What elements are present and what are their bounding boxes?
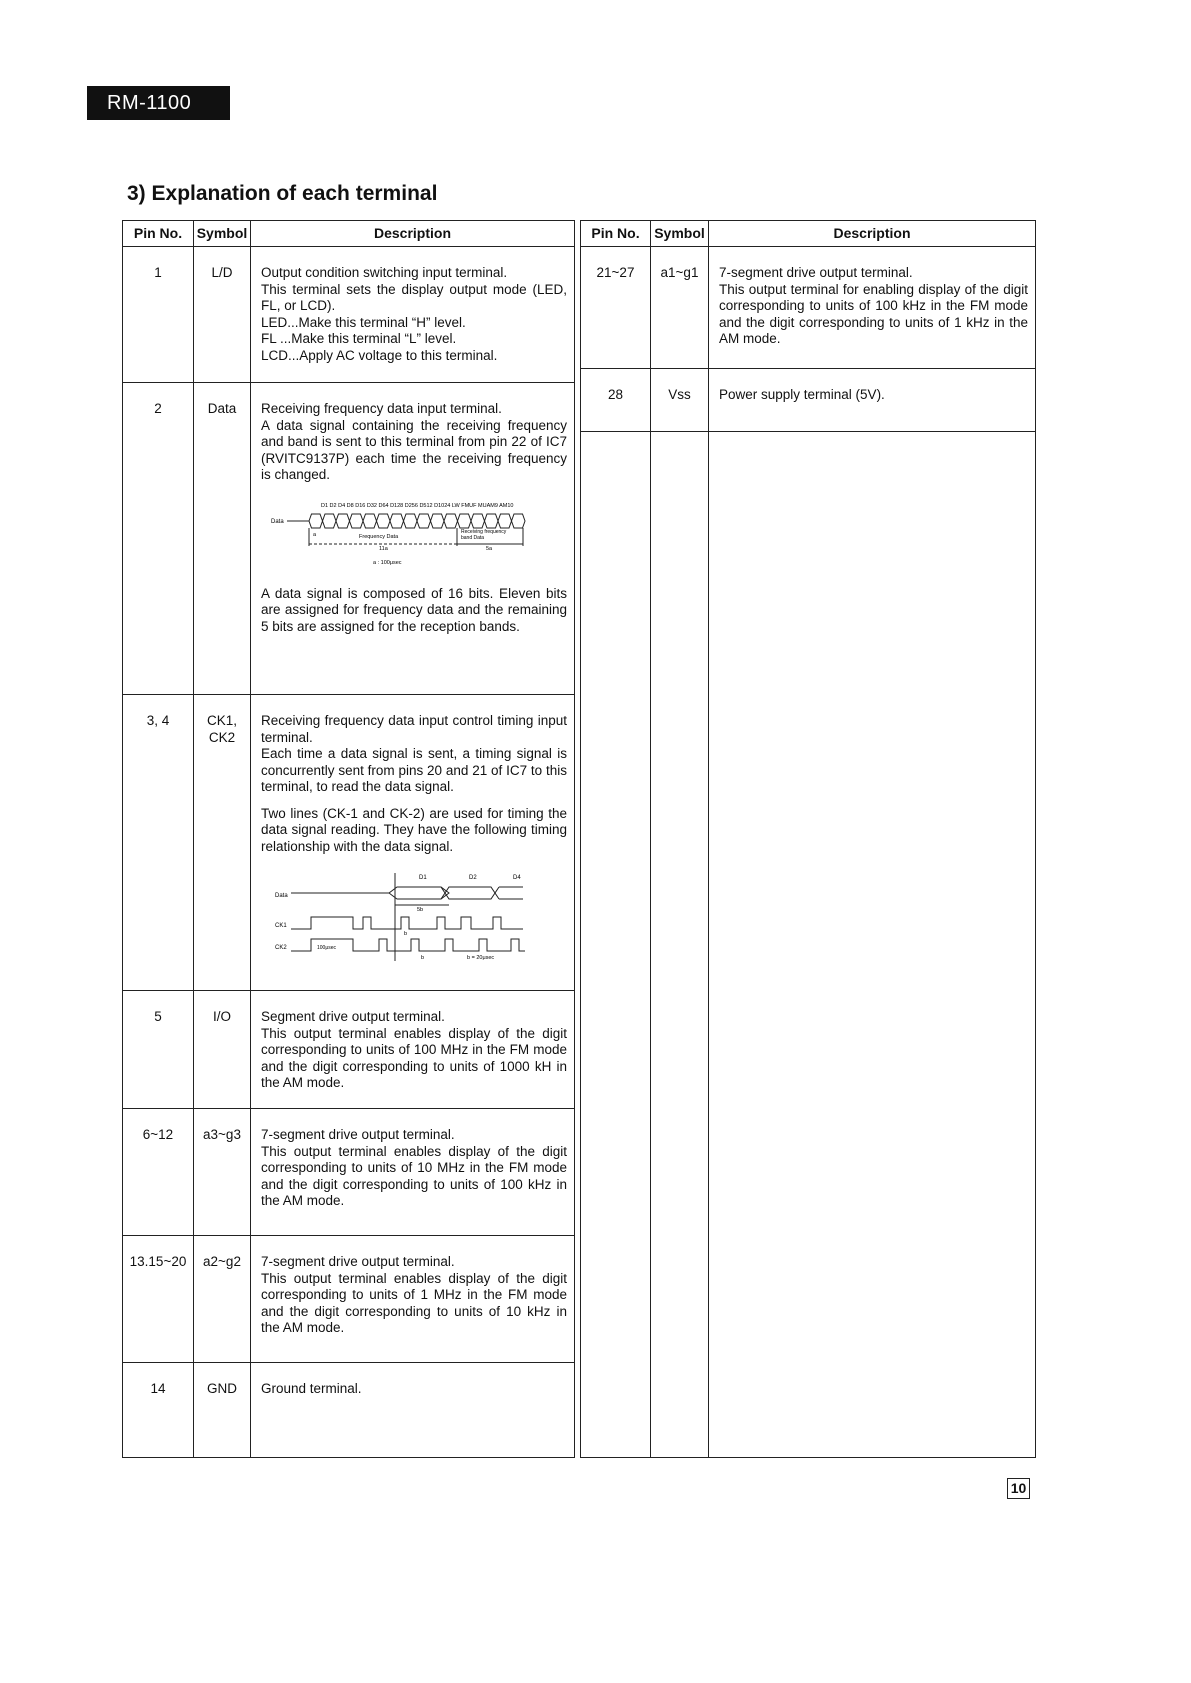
description-line: LCD...Apply AC voltage to this terminal. bbox=[261, 347, 498, 363]
terminal-description bbox=[251, 695, 575, 991]
data-signal-format-diagram bbox=[261, 498, 551, 576]
table-row bbox=[123, 695, 575, 991]
empty-cell bbox=[709, 432, 1036, 1458]
ck1-waveform bbox=[291, 917, 523, 929]
b-label: b bbox=[404, 931, 408, 937]
pin-number: 2 bbox=[123, 383, 194, 695]
description-line: Each time a data signal is sent, a timing signal is concurrently sent from pins 20 and 21 of IC7 to this terminal, to read the data signal. bbox=[261, 746, 567, 794]
table-row bbox=[123, 247, 575, 383]
bit-cells bbox=[309, 514, 525, 528]
a-label: a bbox=[313, 531, 317, 538]
description-line: A data signal containing the receiving frequency and band is sent to this terminal from pin 22 of IC7 (RVITC9137P) each time the receiving frequency is changed. bbox=[261, 417, 567, 482]
pin-number: 6~12 bbox=[123, 1109, 194, 1236]
terminal-symbol: Data bbox=[194, 383, 251, 695]
bit-cell bbox=[390, 514, 404, 528]
ck2-label: CK2 bbox=[275, 945, 287, 951]
description-line: Output condition switching input terminal. bbox=[261, 265, 508, 280]
bit-cell bbox=[323, 514, 337, 528]
a-value-label: a : 100μsec bbox=[373, 559, 402, 566]
terminal-description bbox=[251, 247, 575, 383]
column-header-description: Description bbox=[251, 221, 575, 247]
description-line: This output terminal for enabling display of the digit corresponding to units of 100 kHz in the FM mode and the digit corresponding to units of 1 kHz in the AM mode. bbox=[719, 281, 1028, 346]
table-row bbox=[123, 383, 575, 695]
terminal-symbol: Vss bbox=[651, 369, 709, 432]
table-header-row bbox=[581, 221, 1036, 247]
bit-cell bbox=[336, 514, 350, 528]
model-badge: RM-1100 bbox=[87, 86, 230, 120]
pin-number: 28 bbox=[581, 369, 651, 432]
band-label: band Data bbox=[461, 534, 485, 541]
band-label: Receiving frequency bbox=[461, 528, 507, 535]
description-line: Segment drive output terminal. bbox=[261, 1009, 445, 1024]
pin-number: 3, 4 bbox=[123, 695, 194, 991]
pin-number: 1 bbox=[123, 247, 194, 383]
description-line: Two lines (CK-1 and CK-2) are used for timing the data signal reading. They have the following timing relationship with the data signal. bbox=[261, 805, 567, 854]
pin-number: 21~27 bbox=[581, 247, 651, 369]
terminal-description bbox=[251, 991, 575, 1109]
empty-cell bbox=[651, 432, 709, 1458]
column-header-pin: Pin No. bbox=[123, 221, 194, 247]
terminal-table-right bbox=[580, 220, 1036, 1458]
description-line: Power supply terminal (5V). bbox=[719, 387, 885, 402]
column-header-symbol: Symbol bbox=[651, 221, 709, 247]
bit-cell bbox=[512, 514, 526, 528]
bit-cell bbox=[431, 514, 445, 528]
pin-number: 13.15~20 bbox=[123, 1236, 194, 1363]
terminal-description bbox=[251, 1363, 575, 1458]
table-row-empty bbox=[581, 432, 1036, 1458]
table-row bbox=[581, 247, 1036, 369]
description-line: Receiving frequency data input control timing input terminal. bbox=[261, 713, 567, 745]
frequency-data-label: Frequency Data bbox=[359, 533, 399, 540]
description-line: 7-segment drive output terminal. bbox=[719, 265, 913, 280]
page-number: 10 bbox=[1007, 1478, 1030, 1499]
terminal-description bbox=[251, 383, 575, 695]
timing-data-label: Data bbox=[275, 893, 288, 899]
symbol-line: CK2 bbox=[208, 729, 236, 745]
bit-cell bbox=[471, 514, 485, 528]
5b-label: 5b bbox=[417, 907, 424, 913]
terminal-description bbox=[709, 369, 1036, 432]
terminal-symbol: a2~g2 bbox=[194, 1236, 251, 1363]
terminal-symbol: L/D bbox=[194, 247, 251, 383]
description-line: Ground terminal. bbox=[261, 1381, 362, 1396]
description-line: This terminal sets the display output mode (LED, FL, or LCD). bbox=[261, 281, 567, 313]
b-label: b bbox=[421, 955, 425, 961]
terminal-symbol: a3~g3 bbox=[194, 1109, 251, 1236]
section-title: 3) Explanation of each terminal bbox=[127, 182, 438, 205]
terminal-symbol bbox=[194, 695, 251, 991]
pin-number: 5 bbox=[123, 991, 194, 1109]
pin-number: 14 bbox=[123, 1363, 194, 1458]
terminal-description bbox=[251, 1236, 575, 1363]
pulse-width-label: 100μsec bbox=[317, 945, 337, 951]
description-line: 7-segment drive output terminal. bbox=[261, 1127, 455, 1142]
bit-cell bbox=[417, 514, 431, 528]
table-row bbox=[123, 1363, 575, 1458]
bit-cell bbox=[363, 514, 377, 528]
bit-cell bbox=[309, 514, 323, 528]
description-line: 7-segment drive output terminal. bbox=[261, 1254, 455, 1269]
bit-cell bbox=[444, 514, 458, 528]
d1-label: D1 bbox=[419, 875, 427, 881]
table-row bbox=[123, 1109, 575, 1236]
span-5a-label: 5a bbox=[486, 545, 493, 552]
terminal-symbol: GND bbox=[194, 1363, 251, 1458]
symbol-line: CK1, bbox=[206, 713, 237, 728]
description-line: This output terminal enables display of the digit corresponding to units of 1 MHz in the FM mode and the digit corresponding to units of 10 kHz in the AM mode. bbox=[261, 1270, 567, 1335]
bit-labels: D1 D2 D4 D8 D16 D32 D64 D128 D256 D512 D1024 LW FMUF MUAM9 AM10 bbox=[321, 502, 514, 509]
ck1-label: CK1 bbox=[275, 923, 287, 929]
column-header-symbol: Symbol bbox=[194, 221, 251, 247]
bit-cell bbox=[350, 514, 364, 528]
description-line: This output terminal enables display of the digit corresponding to units of 10 MHz in the FM mode and the digit corresponding to units of 100 kHz in the AM mode. bbox=[261, 1143, 567, 1208]
empty-cell bbox=[581, 432, 651, 1458]
description-line: Receiving frequency data input terminal. bbox=[261, 401, 502, 416]
table-header-row bbox=[123, 221, 575, 247]
bit-cell bbox=[458, 514, 472, 528]
description-line: This output terminal enables display of the digit corresponding to units of 100 MHz in the FM mode and the digit corresponding to units of 1000 kH in the AM mode. bbox=[261, 1025, 567, 1090]
bit-cell bbox=[498, 514, 512, 528]
description-line: A data signal is composed of 16 bits. Eleven bits are assigned for frequency data and the remaining 5 bits are assigned for the reception bands. bbox=[261, 585, 567, 634]
terminal-table-left bbox=[122, 220, 575, 1458]
terminal-symbol: a1~g1 bbox=[651, 247, 709, 369]
terminal-description bbox=[251, 1109, 575, 1236]
table-row bbox=[123, 1236, 575, 1363]
b-value-label: b = 20μsec bbox=[467, 955, 495, 961]
description-line: LED...Make this terminal “H” level. bbox=[261, 314, 466, 330]
table-row bbox=[581, 369, 1036, 432]
description-line: FL ...Make this terminal “L” level. bbox=[261, 331, 457, 346]
column-header-pin: Pin No. bbox=[581, 221, 651, 247]
diagram-data-label: Data bbox=[271, 518, 284, 525]
d4-label: D4 bbox=[513, 875, 521, 881]
bit-cell bbox=[404, 514, 418, 528]
table-row bbox=[123, 991, 575, 1109]
span-11a-label: 11a bbox=[379, 545, 388, 552]
terminal-description bbox=[709, 247, 1036, 369]
timing-diagram bbox=[261, 869, 551, 965]
terminal-symbol: I/O bbox=[194, 991, 251, 1109]
column-header-description: Description bbox=[709, 221, 1036, 247]
bit-cell bbox=[377, 514, 391, 528]
d2-label: D2 bbox=[469, 875, 477, 881]
bit-cell bbox=[485, 514, 499, 528]
